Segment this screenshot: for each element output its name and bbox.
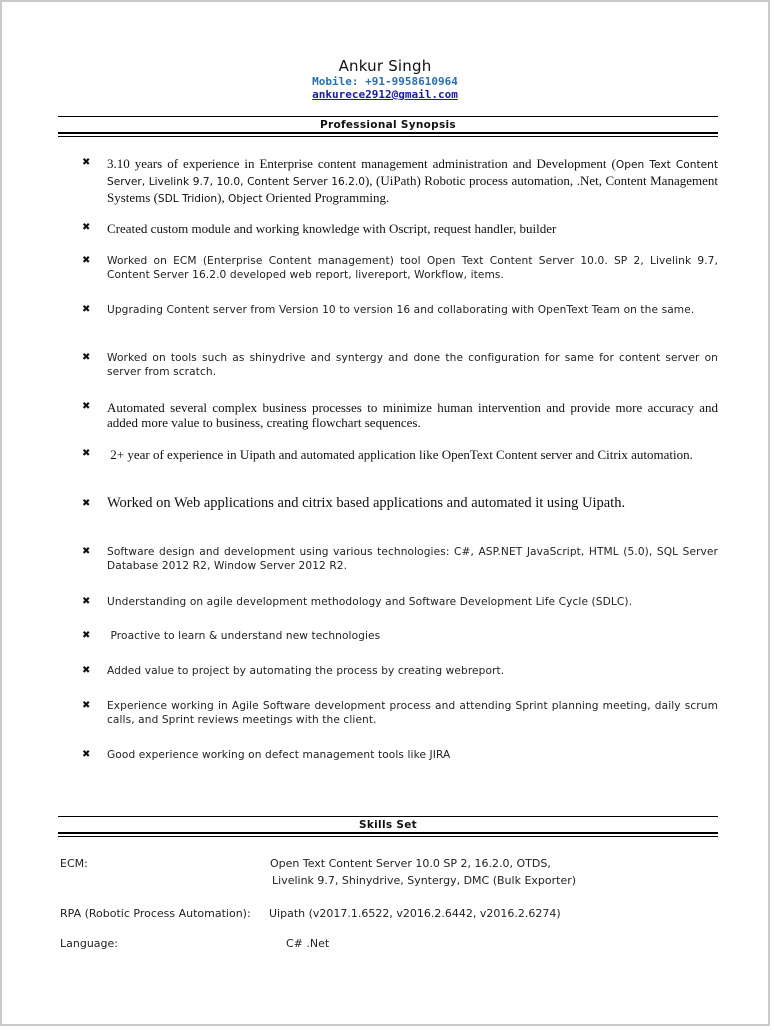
list-item-text: Good experience working on defect management tools like JIRA: [107, 749, 451, 761]
list-item-text: 3.10 years of experience in Enterprise content management administration and Development (Open Text Content Server, Livelink 9.7, 10.0, Content Server 16.2.0), (UiPath) Robotic process automation, .Net, Content Management Systems (SDL Tridion), Object Oriented Programming.: [107, 156, 719, 205]
x-mark-icon: ✖: [82, 304, 91, 315]
divider: [58, 836, 718, 837]
x-mark-icon: ✖: [82, 222, 91, 233]
synopsis-section-header: [58, 116, 718, 137]
synopsis-title: Professional Synopsis: [320, 119, 456, 131]
skill-label: RPA (Robotic Process Automation):: [60, 907, 251, 920]
divider: [58, 132, 718, 134]
skill-value: Uipath (v2017.1.6522, v2016.2.6442, v2016.2.6274): [269, 907, 561, 920]
resume-header: [2, 57, 768, 102]
mobile-number: Mobile: +91-9958610964: [312, 75, 458, 88]
list-item-text: Software design and development using various technologies: C#, ASP.NET JavaScript, HTML (5.0), SQL Server Database 2012 R2, Window Server 2012 R2.: [107, 546, 718, 572]
skill-value: Livelink 9.7, Shinydrive, Syntergy, DMC (Bulk Exporter): [272, 874, 577, 887]
list-item-text: Worked on tools such as shinydrive and syntergy and done the configuration for same for content server on server from scratch.: [107, 352, 718, 378]
x-mark-icon: ✖: [82, 749, 91, 760]
list-item-text: Automated several complex business processes to minimize human intervention and provide more accuracy and added more value to business, creating flowchart sequences.: [107, 400, 718, 430]
list-item-text: Worked on ECM (Enterprise Content management) tool Open Text Content Server 10.0. SP 2, Livelink 9.7, Content Server 16.2.0 developed web report, livereport, Workflow, items.: [107, 255, 718, 281]
list-item-text: Created custom module and working knowledge with Oscript, request handler, builder: [107, 221, 557, 236]
skill-value: Open Text Content Server 10.0 SP 2, 16.2.0, OTDS,: [270, 857, 551, 870]
list-item-text: Added value to project by automating the process by creating webreport.: [107, 665, 505, 677]
x-mark-icon: ✖: [82, 401, 91, 412]
list-item-text: Proactive to learn & understand new technologies: [107, 630, 381, 642]
x-mark-icon: ✖: [82, 630, 91, 641]
divider: [58, 116, 718, 117]
skill-label: Language:: [60, 937, 118, 950]
divider: [58, 816, 718, 817]
skills-title: Skills Set: [359, 819, 417, 831]
list-item-text: 2+ year of experience in Uipath and automated application like OpenText Content server and Citrix automation.: [107, 447, 693, 462]
skill-label: ECM:: [60, 857, 88, 870]
x-mark-icon: ✖: [82, 157, 91, 168]
x-mark-icon: ✖: [82, 665, 91, 676]
divider: [58, 832, 718, 834]
x-mark-icon: ✖: [82, 352, 91, 363]
skills-section-header: [58, 816, 718, 837]
list-item-text: Worked on Web applications and citrix based applications and automated it using Uipath.: [107, 495, 626, 511]
list-item-text: Understanding on agile development methodology and Software Development Life Cycle (SDLC).: [107, 596, 633, 608]
x-mark-icon: ✖: [82, 546, 91, 557]
skill-value: C# .Net: [286, 937, 330, 950]
x-mark-icon: ✖: [82, 596, 91, 607]
email-link[interactable]: ankurece2912@gmail.com: [312, 88, 458, 101]
x-mark-icon: ✖: [82, 255, 91, 266]
list-item-text: Upgrading Content server from Version 10 to version 16 and collaborating with OpenText Team on the same.: [107, 304, 695, 316]
x-mark-icon: ✖: [82, 498, 91, 509]
x-mark-icon: ✖: [82, 700, 91, 711]
list-item-text: Experience working in Agile Software development process and attending Sprint planning meeting, daily scrum calls, and Sprint reviews meetings with the client.: [107, 700, 718, 726]
x-mark-icon: ✖: [82, 448, 91, 459]
candidate-name: Ankur Singh: [338, 57, 432, 75]
divider: [58, 136, 718, 137]
